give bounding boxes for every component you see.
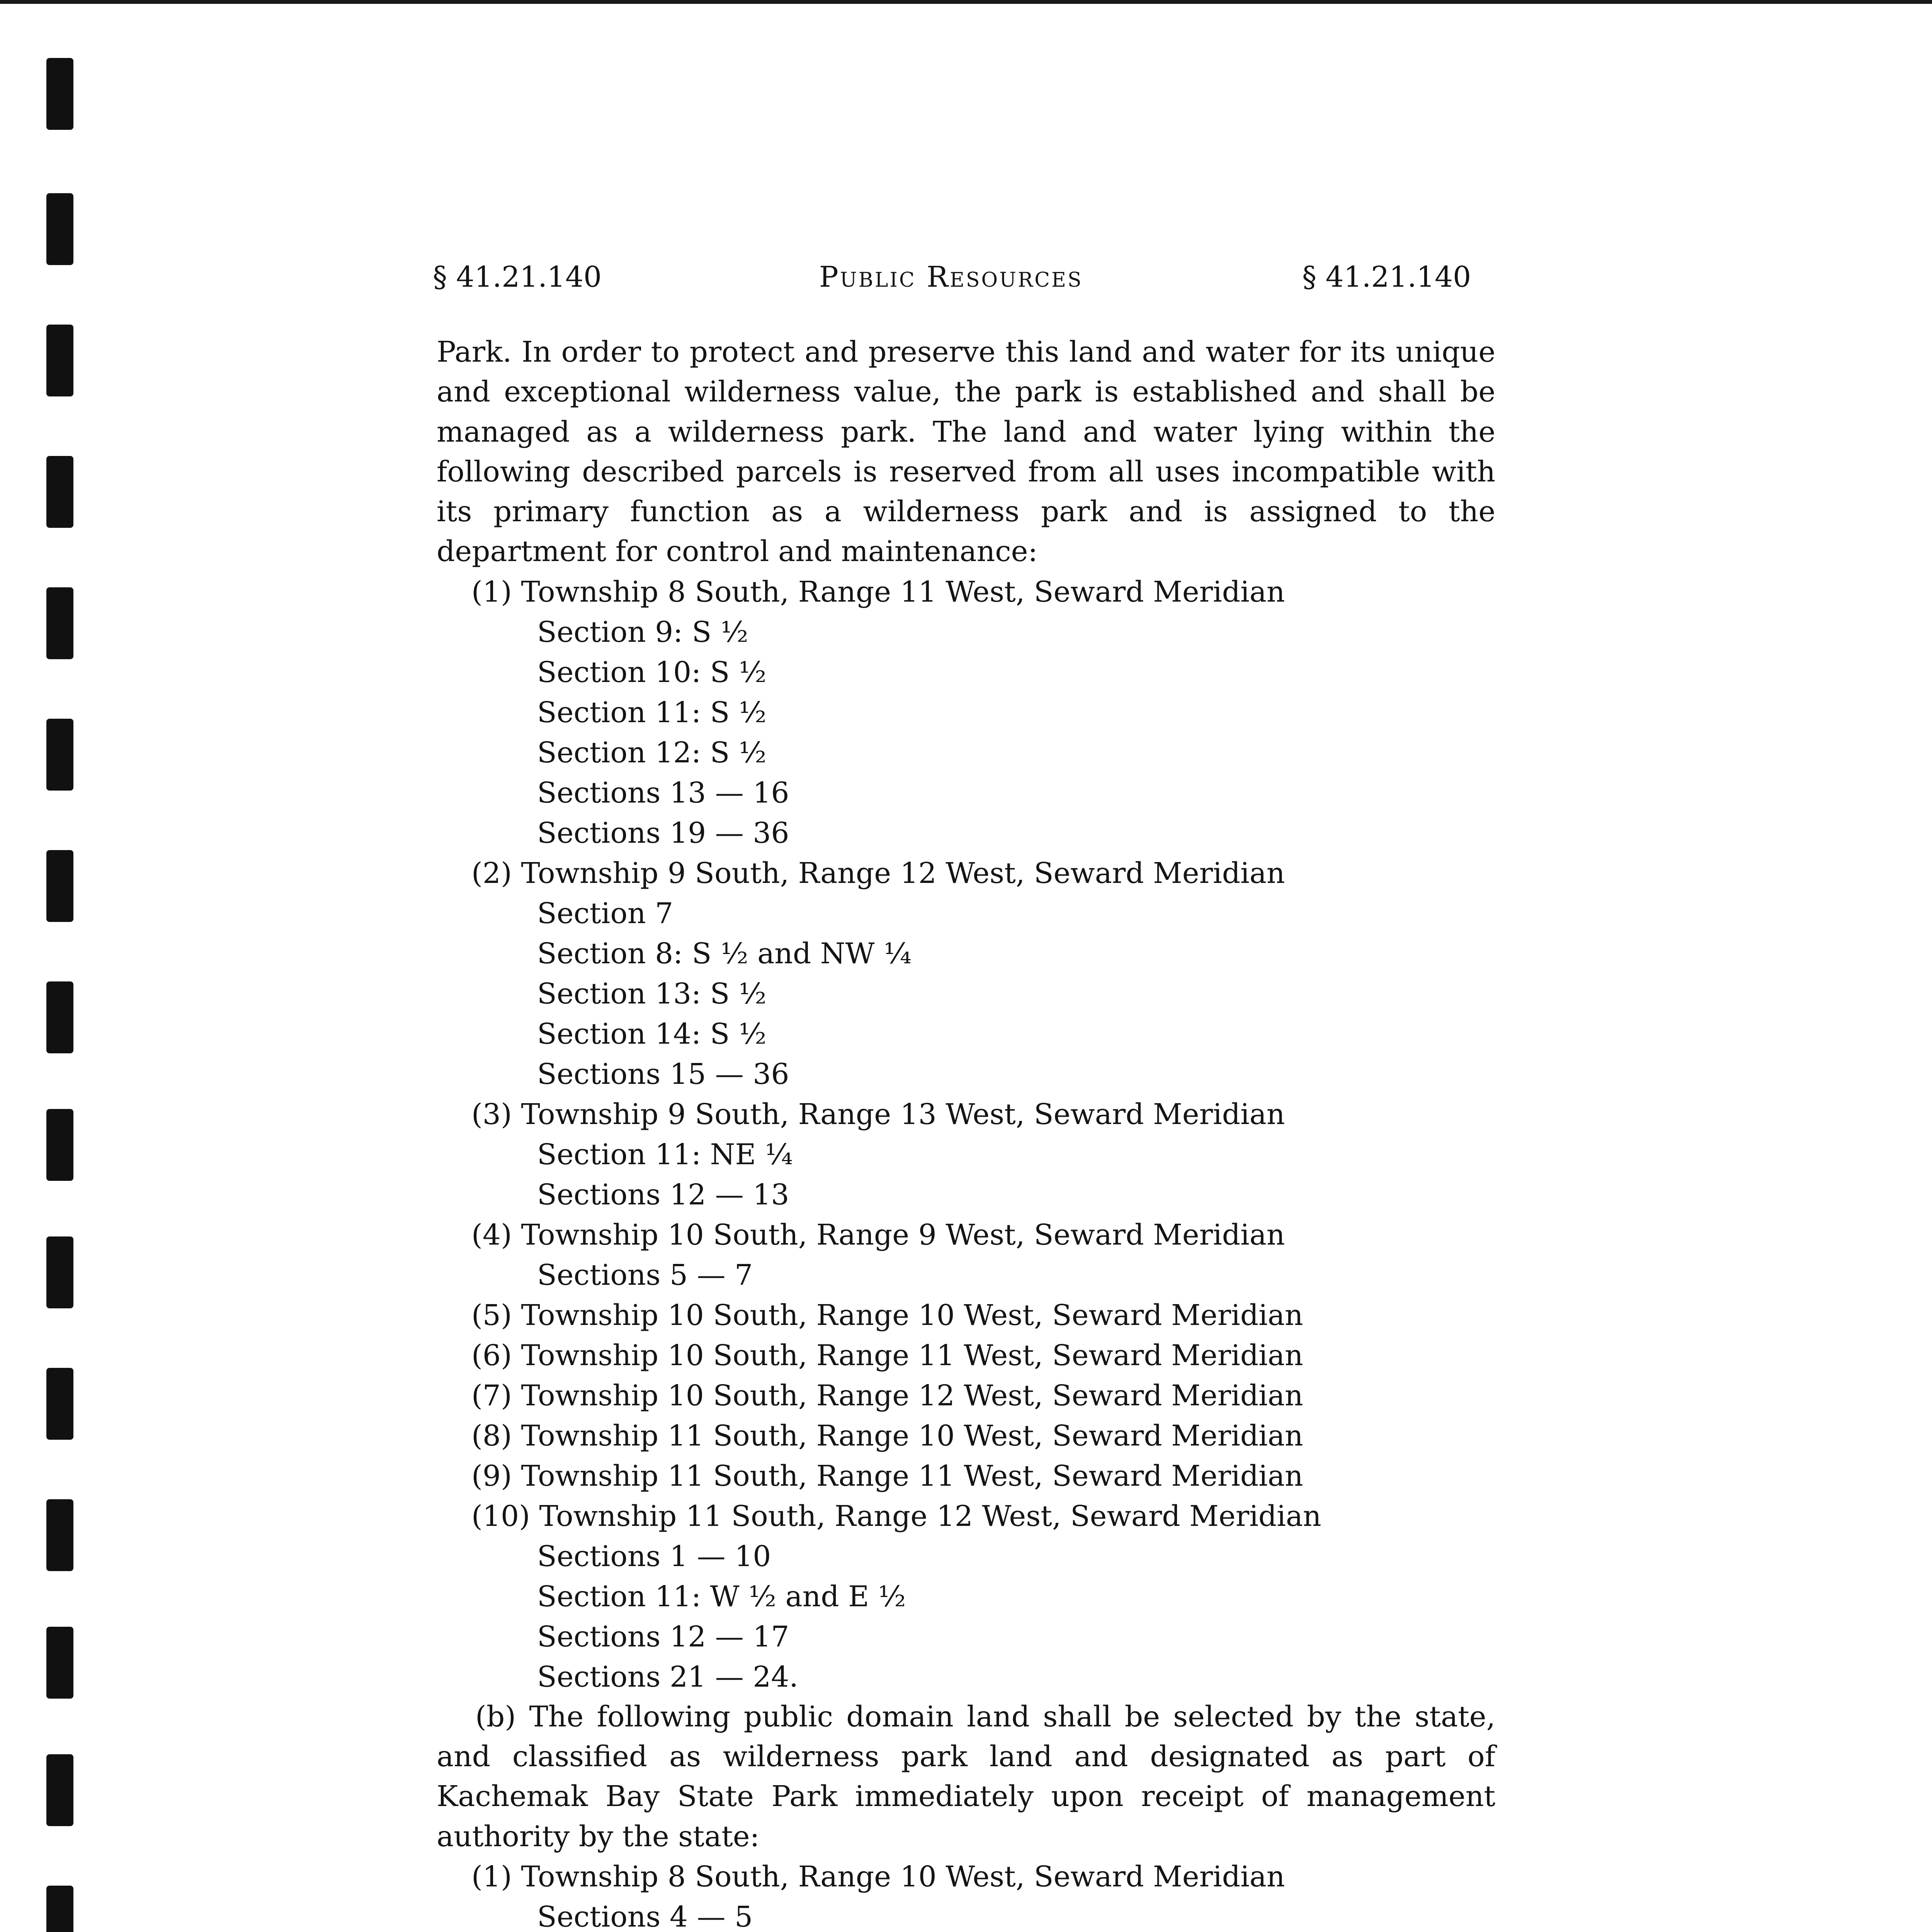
section-entry: Section 14: S ½ (537, 1017, 767, 1051)
section-entry: Section 8: S ½ and NW ¼ (537, 937, 912, 970)
binder-hole-mark (46, 325, 73, 396)
parcel-list-a (437, 572, 1495, 1697)
section-entry: Section 11: S ½ (537, 696, 767, 729)
statute-body (437, 332, 1495, 1932)
binder-hole-mark (46, 1499, 73, 1571)
parcel-list-b (437, 1857, 1495, 1932)
intro-paragraph: Park. In order to protect and preserve this land and water for its unique and exceptional wilderness value, the park is established and shall be managed as a wilderness park. The land and water lying within the following described parcels is reserved from all uses incompatible with its primary function as a wilderness park and is assigned to the department for control and maintenance: (437, 335, 1495, 568)
binder-hole-mark (46, 1368, 73, 1440)
township-entry: (1) Township 8 South, Range 11 West, Seward Meridian (471, 575, 1285, 609)
section-entry: Section 9: S ½ (537, 615, 748, 649)
section-entry: Sections 12 — 17 (537, 1620, 789, 1653)
scan-top-edge (0, 0, 1932, 4)
township-entry: (9) Township 11 South, Range 11 West, Seward Meridian (471, 1459, 1303, 1493)
township-entry: (10) Township 11 South, Range 12 West, Seward Meridian (471, 1499, 1321, 1533)
section-entry: Section 10: S ½ (537, 655, 767, 689)
binder-hole-mark (46, 456, 73, 528)
binder-hole-mark (46, 981, 73, 1053)
binder-hole-mark (46, 193, 73, 265)
section-number-right: § 41.21.140 (1302, 260, 1471, 294)
township-entry: (7) Township 10 South, Range 12 West, Seward Meridian (471, 1379, 1303, 1412)
section-entry: Sections 4 — 5 (537, 1900, 753, 1932)
binder-hole-mark (46, 719, 73, 791)
section-entry: Section 11: W ½ and E ½ (537, 1580, 906, 1613)
section-entry: Sections 21 — 24. (537, 1660, 798, 1694)
township-entry: (1) Township 8 South, Range 10 West, Seward Meridian (471, 1860, 1285, 1893)
running-title: Public Resources (819, 260, 1083, 294)
binder-hole-mark (46, 587, 73, 659)
section-number-left: § 41.21.140 (433, 260, 602, 294)
township-entry: (8) Township 11 South, Range 10 West, Seward Meridian (471, 1419, 1303, 1452)
township-entry: (2) Township 9 South, Range 12 West, Seward Meridian (471, 856, 1285, 890)
binder-hole-mark (46, 850, 73, 922)
section-entry: Section 13: S ½ (537, 977, 767, 1010)
section-entry: Sections 19 — 36 (537, 816, 789, 850)
township-entry: (4) Township 10 South, Range 9 West, Seward Meridian (471, 1218, 1285, 1252)
section-entry: Sections 12 — 13 (537, 1178, 789, 1211)
township-entry: (3) Township 9 South, Range 13 West, Seward Meridian (471, 1097, 1285, 1131)
binder-hole-mark (46, 58, 73, 130)
section-entry: Sections 5 — 7 (537, 1258, 753, 1292)
section-entry: Section 11: NE ¼ (537, 1138, 793, 1171)
binder-hole-mark (46, 1754, 73, 1826)
section-entry: Sections 1 — 10 (537, 1539, 771, 1573)
section-entry: Sections 13 — 16 (537, 776, 789, 810)
section-entry: Sections 15 — 36 (537, 1057, 789, 1091)
section-entry: Section 7 (537, 896, 673, 930)
township-entry: (5) Township 10 South, Range 10 West, Seward Meridian (471, 1298, 1303, 1332)
subsection-b-paragraph: (b) The following public domain land shall be selected by the state, and classified as wilderness park land and designated as part of Kachemak Bay State Park immediately upon receipt of management authority by the state: (437, 1700, 1495, 1853)
township-entry: (6) Township 10 South, Range 11 West, Seward Meridian (471, 1338, 1303, 1372)
binder-hole-mark (46, 1886, 73, 1932)
binder-hole-mark (46, 1627, 73, 1699)
binder-hole-mark (46, 1236, 73, 1308)
section-entry: Section 12: S ½ (537, 736, 767, 769)
binder-hole-mark (46, 1109, 73, 1181)
